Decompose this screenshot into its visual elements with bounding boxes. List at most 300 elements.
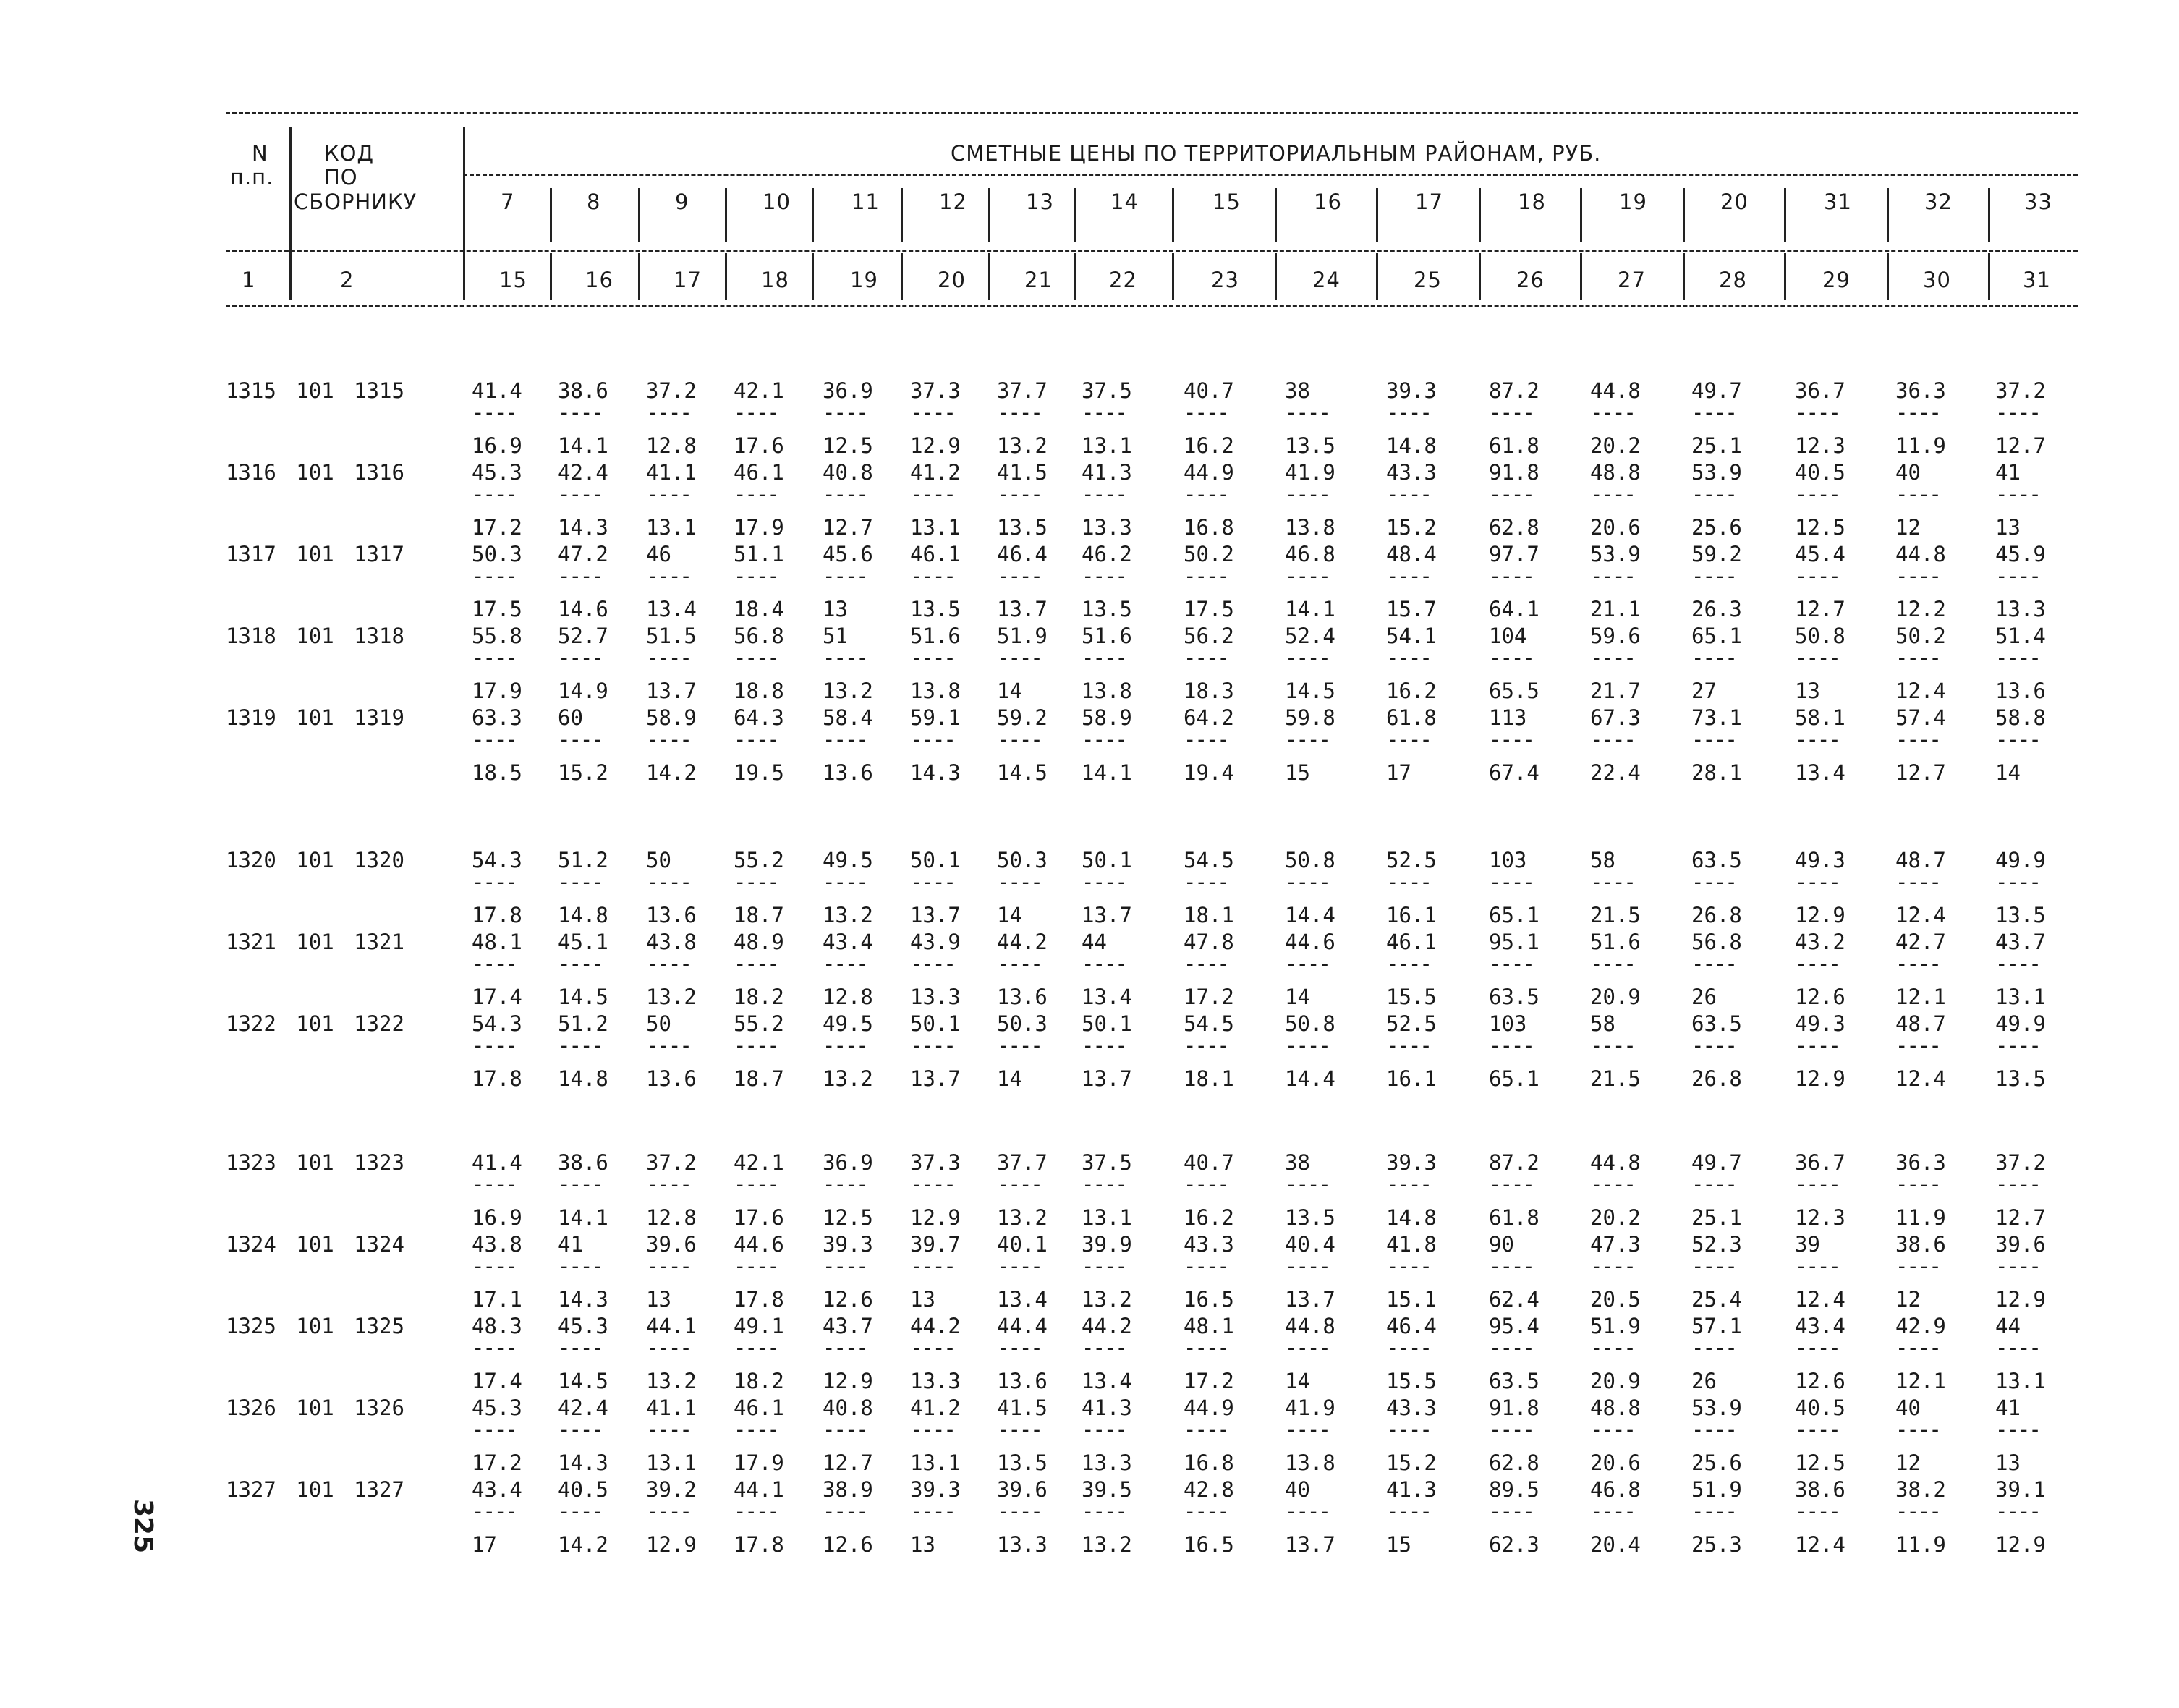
price-main: 87.2 (1489, 378, 1539, 403)
price-divider: ---- (1082, 1499, 1126, 1524)
header-col-divider (1275, 188, 1277, 242)
price-divider: ---- (472, 645, 517, 670)
price-divider: ---- (1895, 1499, 1940, 1524)
price-sub: 18.7 (734, 1066, 784, 1091)
price-main: 53.9 (1691, 1395, 1742, 1420)
price-main: 40 (1895, 1395, 1921, 1420)
price-divider: ---- (910, 1417, 955, 1442)
price-sub: 13.6 (1995, 679, 2046, 703)
price-divider: ---- (1795, 645, 1840, 670)
price-divider: ---- (1691, 564, 1736, 588)
price-sub: 12.3 (1795, 433, 1845, 458)
price-sub: 13.5 (910, 597, 961, 621)
price-divider: ---- (1082, 1417, 1126, 1442)
price-sub: 21.1 (1590, 597, 1641, 621)
price-divider: ---- (1995, 727, 2040, 752)
header-col-divider (1988, 253, 1990, 300)
price-main: 43.7 (1995, 930, 2046, 954)
price-divider: ---- (1082, 1033, 1126, 1058)
header-col-divider (1683, 188, 1685, 242)
header-col-divider (1784, 188, 1786, 242)
price-divider: ---- (1285, 645, 1330, 670)
price-divider: ---- (1489, 1033, 1534, 1058)
price-main: 54.3 (472, 848, 522, 872)
price-divider: ---- (1995, 1417, 2040, 1442)
price-main: 44.8 (1590, 1150, 1641, 1175)
price-sub: 12 (1895, 1287, 1921, 1312)
price-divider: ---- (823, 727, 867, 752)
price-divider: ---- (1995, 870, 2040, 894)
price-divider: ---- (734, 1335, 778, 1360)
row-code: 1317 101 1317 (226, 542, 404, 566)
price-sub: 13.2 (646, 1369, 697, 1393)
row-code: 1319 101 1319 (226, 705, 404, 730)
price-main: 56.8 (734, 624, 784, 648)
price-divider: ---- (1590, 870, 1635, 894)
price-main: 51.9 (997, 624, 1048, 648)
price-main: 64.2 (1184, 705, 1234, 730)
header-col-divider (988, 188, 990, 242)
header-title: СМЕТНЫЕ ЦЕНЫ ПО ТЕРРИТОРИАЛЬНЫМ РАЙОНАМ, РУБ. (951, 141, 1602, 166)
price-divider: ---- (1285, 870, 1330, 894)
price-main: 43.2 (1795, 930, 1845, 954)
price-divider: ---- (472, 482, 517, 506)
price-divider: ---- (997, 482, 1042, 506)
price-sub: 13.1 (646, 515, 697, 540)
price-sub: 17 (472, 1532, 497, 1557)
price-main: 40.5 (1795, 460, 1845, 485)
price-sub: 63.5 (1489, 1369, 1539, 1393)
price-main: 38.9 (823, 1477, 873, 1502)
price-sub: 14.3 (558, 1287, 608, 1312)
price-sub: 13 (910, 1532, 935, 1557)
price-main: 51.2 (558, 1011, 608, 1036)
price-divider: ---- (910, 1172, 955, 1197)
price-sub: 14.3 (558, 1450, 608, 1475)
price-sub: 13.5 (1285, 1205, 1335, 1230)
price-sub: 26.3 (1691, 597, 1742, 621)
price-divider: ---- (1995, 1033, 2040, 1058)
price-main: 47.2 (558, 542, 608, 566)
price-sub: 12.7 (823, 1450, 873, 1475)
price-divider: ---- (1285, 564, 1330, 588)
price-sub: 62.8 (1489, 1450, 1539, 1475)
price-main: 38 (1285, 1150, 1310, 1175)
price-sub: 12.7 (1995, 1205, 2046, 1230)
price-divider: ---- (1691, 1172, 1736, 1197)
price-sub: 17.8 (734, 1287, 784, 1312)
price-divider: ---- (1082, 1172, 1126, 1197)
price-sub: 14.9 (558, 679, 608, 703)
price-sub: 12.6 (1795, 1369, 1845, 1393)
price-divider: ---- (997, 1499, 1042, 1524)
price-sub: 13.2 (997, 1205, 1048, 1230)
price-divider: ---- (646, 870, 691, 894)
price-sub: 19.5 (734, 760, 784, 785)
price-divider: ---- (1285, 1172, 1330, 1197)
price-main: 48.7 (1895, 848, 1946, 872)
price-divider: ---- (910, 482, 955, 506)
price-sub: 13.2 (646, 985, 697, 1009)
price-divider: ---- (823, 400, 867, 425)
price-divider: ---- (1285, 1417, 1330, 1442)
price-sub: 12.7 (1995, 433, 2046, 458)
price-divider: ---- (997, 870, 1042, 894)
price-sub: 13.5 (1285, 433, 1335, 458)
price-sub: 17.5 (1184, 597, 1234, 621)
price-sub: 13.4 (997, 1287, 1048, 1312)
price-sub: 20.9 (1590, 985, 1641, 1009)
district-number: 10 (763, 190, 791, 214)
price-divider: ---- (1184, 1499, 1228, 1524)
price-sub: 12.9 (823, 1369, 873, 1393)
price-divider: ---- (734, 482, 778, 506)
price-sub: 13 (910, 1287, 935, 1312)
price-divider: ---- (1895, 1033, 1940, 1058)
price-main: 44.2 (1082, 1314, 1132, 1338)
price-sub: 17.9 (472, 679, 522, 703)
price-sub: 12.4 (1795, 1287, 1845, 1312)
price-sub: 65.1 (1489, 903, 1539, 927)
price-divider: ---- (1082, 482, 1126, 506)
price-main: 44.6 (1285, 930, 1335, 954)
price-divider: ---- (1691, 870, 1736, 894)
price-divider: ---- (1995, 1254, 2040, 1278)
price-divider: ---- (1489, 482, 1534, 506)
price-main: 41.2 (910, 460, 961, 485)
price-sub: 20.2 (1590, 433, 1641, 458)
price-main: 57.1 (1691, 1314, 1742, 1338)
price-main: 39.3 (1386, 378, 1437, 403)
column-index: 22 (1109, 268, 1137, 292)
price-main: 43.3 (1386, 1395, 1437, 1420)
price-main: 37.3 (910, 1150, 961, 1175)
price-sub: 16.1 (1386, 903, 1437, 927)
price-main: 50.2 (1895, 624, 1946, 648)
row-code: 1318 101 1318 (226, 624, 404, 648)
price-divider: ---- (1995, 482, 2040, 506)
price-sub: 62.8 (1489, 515, 1539, 540)
price-sub: 13.6 (997, 985, 1048, 1009)
price-main: 41.3 (1386, 1477, 1437, 1502)
price-divider: ---- (1489, 727, 1534, 752)
district-number: 9 (675, 190, 689, 214)
header-index-1: 1 (242, 268, 256, 292)
price-divider: ---- (1895, 1335, 1940, 1360)
price-main: 91.8 (1489, 460, 1539, 485)
price-sub: 21.5 (1590, 903, 1641, 927)
header-col-divider (1683, 253, 1685, 300)
price-sub: 13.4 (646, 597, 697, 621)
district-number: 7 (501, 190, 515, 214)
price-main: 46.2 (1082, 542, 1132, 566)
price-sub: 12.4 (1895, 903, 1946, 927)
header-col-divider (1479, 188, 1481, 242)
price-main: 39.3 (823, 1232, 873, 1257)
price-sub: 13.7 (910, 903, 961, 927)
header-col-divider (1988, 188, 1990, 242)
price-divider: ---- (910, 1335, 955, 1360)
price-sub: 11.9 (1895, 1532, 1946, 1557)
price-divider: ---- (1795, 1499, 1840, 1524)
price-main: 45.1 (558, 930, 608, 954)
price-main: 53.9 (1691, 460, 1742, 485)
price-sub: 12.6 (823, 1532, 873, 1557)
price-main: 37.7 (997, 1150, 1048, 1175)
price-main: 50.1 (910, 1011, 961, 1036)
price-divider: ---- (1489, 1335, 1534, 1360)
column-index: 26 (1516, 268, 1545, 292)
price-sub: 17.1 (472, 1287, 522, 1312)
price-divider: ---- (558, 727, 603, 752)
price-divider: ---- (1590, 1499, 1635, 1524)
price-divider: ---- (1386, 1254, 1431, 1278)
price-sub: 13.6 (646, 903, 697, 927)
price-divider: ---- (1184, 1417, 1228, 1442)
price-sub: 14 (1285, 1369, 1310, 1393)
price-main: 63.5 (1691, 848, 1742, 872)
price-sub: 14.1 (1082, 760, 1132, 785)
price-main: 39.6 (997, 1477, 1048, 1502)
column-index: 28 (1719, 268, 1747, 292)
column-index: 30 (1923, 268, 1951, 292)
price-divider: ---- (1590, 564, 1635, 588)
price-sub: 12.5 (823, 1205, 873, 1230)
price-sub: 15.1 (1386, 1287, 1437, 1312)
price-main: 44.1 (646, 1314, 697, 1338)
price-divider: ---- (823, 870, 867, 894)
price-sub: 13.1 (1995, 985, 2046, 1009)
price-divider: ---- (1184, 645, 1228, 670)
price-divider: ---- (1995, 1335, 2040, 1360)
price-divider: ---- (997, 727, 1042, 752)
price-sub: 18.3 (1184, 679, 1234, 703)
price-main: 36.9 (823, 1150, 873, 1175)
price-sub: 26.8 (1691, 1066, 1742, 1091)
price-sub: 26.8 (1691, 903, 1742, 927)
price-sub: 14.8 (1386, 1205, 1437, 1230)
price-divider: ---- (472, 1172, 517, 1197)
price-divider: ---- (1082, 645, 1126, 670)
header-col-divider (1887, 253, 1889, 300)
price-divider: ---- (1489, 1499, 1534, 1524)
price-divider: ---- (910, 1499, 955, 1524)
price-divider: ---- (558, 1417, 603, 1442)
price-sub: 25.1 (1691, 1205, 1742, 1230)
price-sub: 12.5 (823, 433, 873, 458)
price-divider: ---- (1995, 1172, 2040, 1197)
price-sub: 17.5 (472, 597, 522, 621)
price-main: 44.8 (1285, 1314, 1335, 1338)
price-sub: 13.4 (1082, 985, 1132, 1009)
price-main: 49.3 (1795, 1011, 1845, 1036)
price-main: 38 (1285, 378, 1310, 403)
price-sub: 12.4 (1895, 679, 1946, 703)
price-divider: ---- (1386, 1172, 1431, 1197)
price-sub: 13 (1995, 515, 2021, 540)
price-sub: 15 (1386, 1532, 1411, 1557)
price-divider: ---- (558, 1335, 603, 1360)
price-sub: 16.5 (1184, 1532, 1234, 1557)
price-main: 39.6 (646, 1232, 697, 1257)
price-sub: 12.6 (823, 1287, 873, 1312)
price-divider: ---- (910, 645, 955, 670)
price-main: 40.7 (1184, 1150, 1234, 1175)
price-main: 51.6 (1082, 624, 1132, 648)
column-index: 20 (938, 268, 966, 292)
price-divider: ---- (472, 564, 517, 588)
price-sub: 17.2 (1184, 985, 1234, 1009)
price-divider: ---- (1795, 1172, 1840, 1197)
price-main: 51.1 (734, 542, 784, 566)
price-divider: ---- (558, 951, 603, 976)
price-sub: 13.2 (823, 1066, 873, 1091)
header-col-divider (550, 188, 552, 242)
price-sub: 14.3 (558, 515, 608, 540)
price-main: 46.8 (1590, 1477, 1641, 1502)
price-sub: 25.6 (1691, 1450, 1742, 1475)
price-main: 104 (1489, 624, 1527, 648)
price-sub: 61.8 (1489, 433, 1539, 458)
district-number: 11 (851, 190, 880, 214)
price-sub: 12.5 (1795, 1450, 1845, 1475)
price-main: 56.2 (1184, 624, 1234, 648)
price-main: 44.8 (1895, 542, 1946, 566)
price-sub: 13.1 (646, 1450, 697, 1475)
price-sub: 14.8 (558, 1066, 608, 1091)
price-divider: ---- (1184, 1033, 1228, 1058)
price-main: 61.8 (1386, 705, 1437, 730)
price-main: 39.6 (1995, 1232, 2046, 1257)
price-main: 40.7 (1184, 378, 1234, 403)
price-sub: 16.2 (1386, 679, 1437, 703)
price-main: 51.5 (646, 624, 697, 648)
price-main: 47.8 (1184, 930, 1234, 954)
price-main: 58.1 (1795, 705, 1845, 730)
price-sub: 15 (1285, 760, 1310, 785)
price-sub: 20.2 (1590, 1205, 1641, 1230)
price-main: 58.4 (823, 705, 873, 730)
price-divider: ---- (558, 870, 603, 894)
price-sub: 17.2 (472, 515, 522, 540)
price-sub: 12.9 (910, 433, 961, 458)
price-divider: ---- (823, 564, 867, 588)
price-sub: 13.7 (910, 1066, 961, 1091)
price-main: 42.1 (734, 378, 784, 403)
price-main: 41.3 (1082, 1395, 1132, 1420)
price-main: 58.9 (646, 705, 697, 730)
price-main: 41.9 (1285, 460, 1335, 485)
price-main: 49.5 (823, 848, 873, 872)
price-main: 54.5 (1184, 1011, 1234, 1036)
price-sub: 13.7 (997, 597, 1048, 621)
header-col-divider (812, 188, 814, 242)
price-main: 42.8 (1184, 1477, 1234, 1502)
price-sub: 13.7 (1082, 1066, 1132, 1091)
price-divider: ---- (910, 564, 955, 588)
price-divider: ---- (1184, 1335, 1228, 1360)
price-sub: 21.5 (1590, 1066, 1641, 1091)
price-sub: 67.4 (1489, 760, 1539, 785)
price-sub: 16.9 (472, 1205, 522, 1230)
price-divider: ---- (910, 727, 955, 752)
price-main: 97.7 (1489, 542, 1539, 566)
price-divider: ---- (1691, 1033, 1736, 1058)
price-divider: ---- (1184, 1254, 1228, 1278)
price-sub: 62.3 (1489, 1532, 1539, 1557)
price-divider: ---- (997, 951, 1042, 976)
price-main: 42.4 (558, 460, 608, 485)
header-col-divider (1172, 188, 1174, 242)
row-code: 1316 101 1316 (226, 460, 404, 485)
price-main: 43.4 (823, 930, 873, 954)
price-divider: ---- (1285, 482, 1330, 506)
price-sub: 13 (823, 597, 848, 621)
price-sub: 16.1 (1386, 1066, 1437, 1091)
price-main: 52.7 (558, 624, 608, 648)
price-main: 50.2 (1184, 542, 1234, 566)
price-sub: 14.1 (558, 433, 608, 458)
price-divider: ---- (1691, 951, 1736, 976)
price-sub: 13.6 (997, 1369, 1048, 1393)
header-mid-rule (226, 250, 2078, 252)
price-divider: ---- (734, 1254, 778, 1278)
price-main: 44.9 (1184, 1395, 1234, 1420)
price-main: 58 (1590, 1011, 1615, 1036)
column-index: 23 (1211, 268, 1239, 292)
column-index: 18 (761, 268, 789, 292)
price-divider: ---- (1489, 1172, 1534, 1197)
price-main: 38.6 (1795, 1477, 1845, 1502)
price-divider: ---- (558, 564, 603, 588)
header-sub-rule (463, 174, 2078, 176)
price-sub: 12.4 (1795, 1532, 1845, 1557)
price-divider: ---- (646, 1335, 691, 1360)
price-divider: ---- (558, 1499, 603, 1524)
price-sub: 65.5 (1489, 679, 1539, 703)
price-main: 48.8 (1590, 460, 1641, 485)
price-main: 45.3 (558, 1314, 608, 1338)
price-divider: ---- (558, 482, 603, 506)
price-main: 51.4 (1995, 624, 2046, 648)
header-num-pp: п.п. (230, 165, 274, 190)
header-col-divider (1887, 188, 1889, 242)
price-sub: 18.8 (734, 679, 784, 703)
price-sub: 65.1 (1489, 1066, 1539, 1091)
price-divider: ---- (1590, 727, 1635, 752)
price-main: 60 (558, 705, 583, 730)
price-sub: 15.2 (1386, 515, 1437, 540)
price-divider: ---- (1691, 482, 1736, 506)
price-main: 37.2 (1995, 378, 2046, 403)
price-sub: 16.9 (472, 433, 522, 458)
price-main: 50.3 (997, 848, 1048, 872)
price-sub: 13.2 (997, 433, 1048, 458)
price-sub: 14.4 (1285, 1066, 1335, 1091)
header-col-divider (812, 253, 814, 300)
price-sub: 13.7 (646, 679, 697, 703)
price-divider: ---- (997, 564, 1042, 588)
price-divider: ---- (1590, 400, 1635, 425)
price-main: 48.4 (1386, 542, 1437, 566)
district-number: 31 (1824, 190, 1852, 214)
price-divider: ---- (823, 1499, 867, 1524)
price-main: 46.1 (734, 460, 784, 485)
price-divider: ---- (1082, 564, 1126, 588)
price-sub: 11.9 (1895, 1205, 1946, 1230)
price-main: 46.8 (1285, 542, 1335, 566)
price-sub: 13.5 (1995, 1066, 2046, 1091)
